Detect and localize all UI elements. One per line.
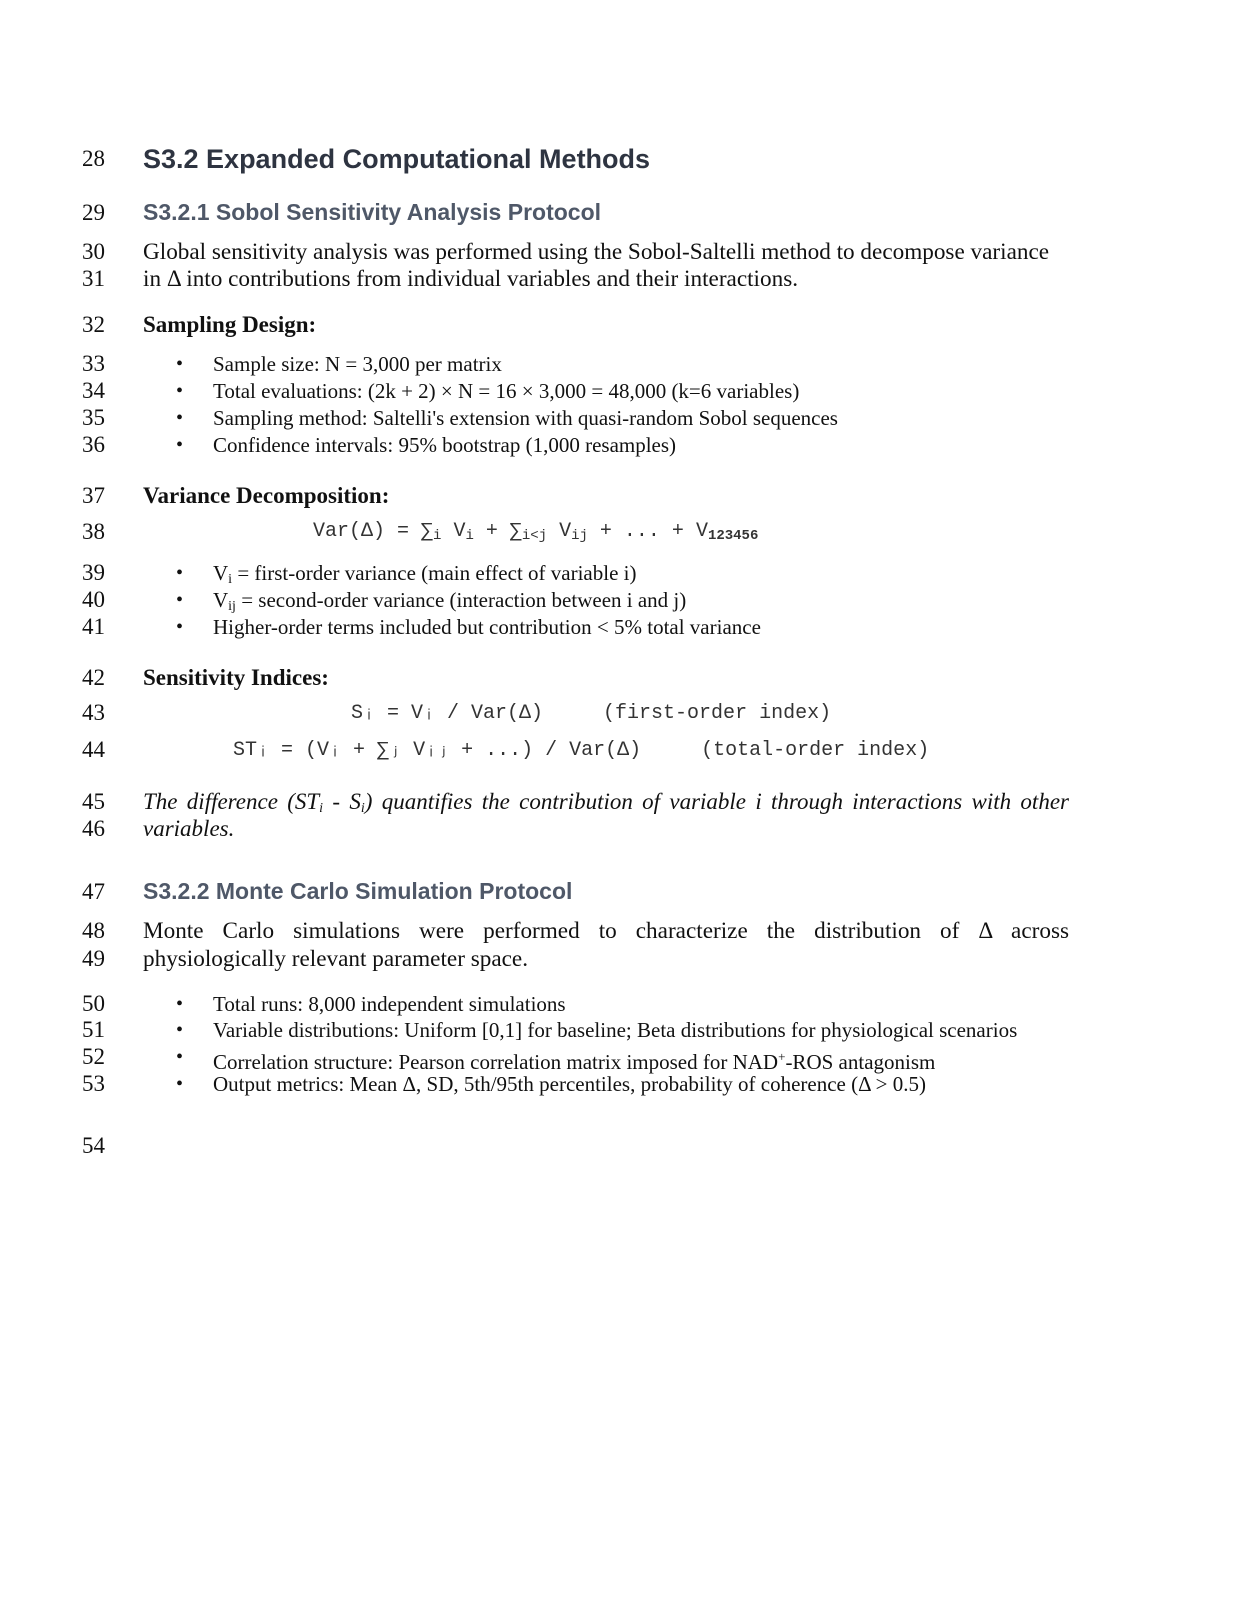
interaction-note: The difference (STi - Si) quantifies the contribution of variable i through interactions with other: [143, 789, 1069, 816]
line-number: 28: [82, 146, 105, 171]
bullet-icon: •: [176, 993, 184, 1015]
list-item: Vij = second-order variance (interaction between i and j): [213, 588, 687, 614]
bullet-icon: •: [176, 589, 184, 611]
line-number: 44: [82, 737, 105, 762]
interaction-note-line2: variables.: [143, 816, 235, 841]
list-item: Higher-order terms included but contribution < 5% total variance: [213, 615, 761, 639]
line-number: 45: [82, 789, 105, 814]
line-number: 46: [82, 816, 105, 841]
variance-decomposition-heading: Variance Decomposition:: [143, 483, 390, 508]
sensitivity-indices-heading: Sensitivity Indices:: [143, 665, 329, 690]
list-item: Sample size: N = 3,000 per matrix: [213, 352, 502, 376]
line-number: 39: [82, 560, 105, 585]
bullet-icon: •: [176, 562, 184, 584]
list-item: Confidence intervals: 95% bootstrap (1,000 resamples): [213, 433, 677, 457]
line-number: 49: [82, 946, 105, 971]
line-number: 32: [82, 312, 105, 337]
line-number: 33: [82, 351, 105, 376]
paragraph-line: in Δ into contributions from individual variables and their interactions.: [143, 266, 799, 292]
first-order-equation: Sᵢ = Vᵢ / Var(Δ) (first-order index): [351, 702, 832, 725]
list-item: Sampling method: Saltelli's extension with quasi-random Sobol sequences: [213, 406, 838, 430]
line-number: 36: [82, 432, 105, 457]
line-number: 29: [82, 200, 105, 225]
bullet-icon: •: [176, 353, 184, 375]
subsection-heading-monte-carlo: S3.2.2 Monte Carlo Simulation Protocol: [143, 878, 573, 904]
list-item: Correlation structure: Pearson correlation matrix imposed for NAD+-ROS antagonism: [213, 1049, 936, 1074]
section-title: S3.2 Expanded Computational Methods: [143, 144, 651, 174]
list-item: Output metrics: Mean Δ, SD, 5th/95th percentiles, probability of coherence (Δ > 0.5): [213, 1072, 927, 1096]
subsection-heading-sobol: S3.2.1 Sobol Sensitivity Analysis Protocol: [143, 199, 602, 225]
list-item: Total runs: 8,000 independent simulations: [213, 992, 566, 1016]
line-number: 53: [82, 1071, 105, 1096]
paragraph-line: Global sensitivity analysis was performed using the Sobol-Saltelli method to decompose variance: [143, 239, 1050, 265]
sampling-design-heading: Sampling Design:: [143, 312, 317, 337]
list-item: Total evaluations: (2k + 2) × N = 16 × 3,000 = 48,000 (k=6 variables): [213, 379, 800, 403]
line-number: 34: [82, 378, 105, 403]
paragraph-line: physiologically relevant parameter space.: [143, 946, 529, 972]
line-number: 38: [82, 519, 105, 544]
bullet-icon: •: [176, 1073, 184, 1095]
paragraph-line: Monte Carlo simulations were performed to characterize the distribution of Δ across: [143, 918, 1069, 944]
line-number: 31: [82, 266, 105, 291]
line-number: 40: [82, 587, 105, 612]
line-number: 43: [82, 700, 105, 725]
line-number: 51: [82, 1017, 105, 1042]
line-number: 54: [82, 1133, 105, 1158]
bullet-icon: •: [176, 434, 184, 456]
line-number: 52: [82, 1044, 105, 1069]
line-number: 47: [82, 879, 105, 904]
bullet-icon: •: [176, 380, 184, 402]
line-number: 48: [82, 918, 105, 943]
bullet-icon: •: [176, 616, 184, 638]
list-item: Vi = first-order variance (main effect of variable i): [213, 561, 637, 587]
line-number: 35: [82, 405, 105, 430]
variance-equation: Var(Δ) = ∑i Vi + ∑i<j Vij + ... + V123456: [313, 520, 759, 544]
bullet-icon: •: [176, 407, 184, 429]
list-item: Variable distributions: Uniform [0,1] for baseline; Beta distributions for physiological scenarios: [213, 1018, 1018, 1042]
line-number: 41: [82, 614, 105, 639]
line-number: 42: [82, 665, 105, 690]
bullet-icon: •: [176, 1046, 184, 1068]
total-order-equation: STᵢ = (Vᵢ + ∑ⱼ Vᵢⱼ + ...) / Var(Δ) (total-order index): [233, 739, 930, 762]
line-number: 30: [82, 239, 105, 264]
line-number: 50: [82, 991, 105, 1016]
line-number: 37: [82, 483, 105, 508]
bullet-icon: •: [176, 1019, 184, 1041]
